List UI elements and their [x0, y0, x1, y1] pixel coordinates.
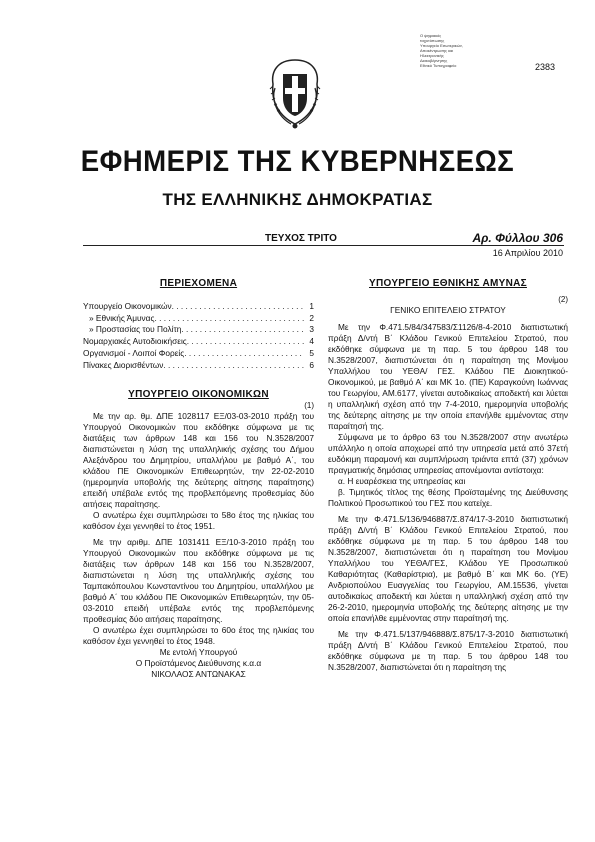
decision-paragraph: β. Τιμητικός τίτλος της θέσης Προϊσταμένης της Διεύθυνσης Πολιτικού Προσωπικού του ΓΕΣ που κατείχε. [328, 487, 568, 508]
sub-heading: ΓΕΝΙΚΟ ΕΠΙΤΕΛΕΙΟ ΣΤΡΑΤΟΥ [390, 305, 506, 315]
decision-paragraph: Ο ανωτέρω έχει συμπληρώσει το 58ο έτος της ηλικίας του καθόσον έχει γεννηθεί το έτος 1951. [83, 510, 314, 532]
ministry-heading: ΥΠΟΥΡΓΕΙΟ ΟΙΚΟΝΟΜΙΚΩΝ [128, 389, 269, 401]
stamp-line: ταχυτύπωσης [420, 38, 445, 43]
stamp-line: Αποκέντρωσης και [420, 48, 454, 53]
issue-date: 16 Απριλίου 2010 [492, 248, 563, 258]
decision-number: (1) [304, 401, 314, 411]
stamp-line: Διακυβέρνησης [420, 58, 448, 63]
decision-paragraph: Σύμφωνα με το άρθρο 63 του Ν.3528/2007 στην ανωτέρω υπάλληλο η οποία αποχωρεί από την υπηρεσία μετά από 37ετή ευδόκιμη παραμονή και συμπλήρωση τριάντα επτά (37) χρόνων πραγματικής δημόσιας υπηρεσίας απονέμονται αντίστοιχα: [328, 432, 568, 475]
issue-series: ΤΕΥΧΟΣ ΤΡΙΤΟ [265, 233, 337, 244]
decision-paragraph: Με την Φ.471.5/136/946887/Σ.874/17-3-2010 διαπιστωτική πράξη Δ/ντή Β΄ Κλάδου Γενικού Επιτελείου Στρατού, που εκδόθηκε σύμφωνα με τη παρ. 5 του άρθρου 148 του Ν.3528/2007, διαπιστώνεται ότι η παραίτηση του Μονίμου Υπαλλήλου του ΥΕΘΑ/ΓΕΣ, Κλάδου ΥΕ Προσωπικού Καθαριότητας (Καθαρίστρια), με βαθμό Β΄ και ΜΚ 6ο. (ΥΕ) Ανδριοπούλου Ευαγγελίας του Γεωργίου, ΑΜ.15536, γίνεται αυτοδικαίως αποδεκτή και λύεται η υπαλληλική σχέση από την 26-2-2010, ημερομηνία υποβολής της δεύτερης αίτησης με την οποία επανήλθε εμμένοντας στην παραίτησή της. [328, 514, 568, 623]
stamp-line: Εθνικό Τυπογραφείο [420, 63, 457, 68]
toc-row[interactable]: » Εθνικής Άμυνας . . . 2 [83, 313, 314, 325]
toc-row[interactable]: Υπουργείο Οικονομικών . . . 1 [83, 301, 314, 313]
right-column [328, 278, 568, 673]
toc-heading: ΠΕΡΙΕΧΟΜΕΝΑ [159, 278, 238, 289]
decision-paragraph: Ο ανωτέρω έχει συμπληρώσει το 60ο έτος της ηλικίας του καθόσον έχει γεννηθεί το έτος 1948. [83, 625, 314, 647]
signature-line: Ο Προϊστάμενος Διεύθυνσης κ.α.α [135, 658, 262, 669]
stamp-line: Ηλεκτρονικής [420, 53, 444, 58]
toc-row[interactable]: Οργανισμοί - Λοιποί Φορείς . . . 5 [83, 348, 314, 360]
signature-name: ΝΙΚΟΛΑΟΣ ΑΝΤΩΝΑΚΑΣ [151, 669, 246, 680]
digital-signature-stamp [420, 33, 508, 68]
decision-paragraph: Με την Φ.471.5/137/946888/Σ.875/17-3-2010 διαπιστωτική πράξη Δ/ντή Β΄ Κλάδου Γενικού Επιτελείου Στρατού, που εκδόθηκε σύμφωνα με τη παρ. 5 του άρθρου 148 του Ν.3528/2007, διαπιστώνεται ότι η παραίτηση της [328, 629, 568, 672]
header-rule [83, 245, 564, 246]
greek-coat-of-arms-icon [267, 58, 323, 139]
gazette-subtitle: ΤΗΣ ΕΛΛΗΝΙΚΗΣ ΔΗΜΟΚΡΑΤΙΑΣ [162, 190, 433, 209]
stamp-line: Υπουργείο Εσωτερικών, [420, 43, 463, 48]
decision-paragraph: α. Η ευαρέσκεια της υπηρεσίας και [338, 476, 466, 486]
decision-paragraph: Με την αρ. θμ. ΔΠΕ 1028117 ΕΞ/03-03-2010 πράξη του Υπουργού Οικονομικών που εκδόθηκε σύμφωνα με τις διατάξεις των άρθρων 148 και 156 του Ν.3528/2007 διαπιστώνεται η λύση της υπαλληλικής σχέσης του Δήμου Αλεξάνδρου του Δημητρίου, υπαλλήλου με βαθμό Α΄, του κλάδου ΠΕ Οικονομικών Επιθεωρητών, την 22-02-2010 (ημερομηνία υποβολής της δεύτερης αίτησης παραίτησης) επειδή υπέβαλε εντός της προβλεπόμενης προθεσμίας δύο αιτήσεις παραίτησης. [83, 411, 314, 510]
stamp-line: Ο ψηφιακός [420, 33, 442, 38]
decision-paragraph: Με την Φ.471.5/84/347583/Σ1126/8-4-2010 διαπιστωτική πράξη Δ/ντή Β΄ Κλάδου Γενικού Επιτελείου Στρατού, που εκδόθηκε σύμφωνα με τη παρ. 5 του άρθρου 148 του Ν.3528/2007, διαπιστώνεται ότι η παραίτηση της Μονίμου Υπαλλήλου του ΥΕΘΑ/ ΓΕΣ. Κλάδου ΠΕ Διοικητικού-Οικονομικού, με βαθμό Α΄ και ΜΚ 1ο. (ΠΕ) Καραγκούνη Ιωάννας του Γεωργίου, ΑΜ.6177, γίνεται αυτοδικαίως αποδεκτή και λύεται η υπαλληλική σχέση από την 7-4-2010, ημερομηνία υποβολής της δεύτερης αίτησης με την οποία επανήλθε εμμένοντας στην παραίτησή της. [328, 322, 568, 431]
page-number: 2383 [534, 62, 555, 72]
decision-paragraph: Με την αριθμ. ΔΠΕ 1031411 ΕΞ/10-3-2010 πράξη του Υπουργού Οικονομικών που εκδόθηκε σύμφωνα με τις διατάξεις των άρθρων 148 και 156 του Ν.3528/2007, διαπιστώνεται η λύση της υπαλληλικής σχέσης του Ταμπακόπουλου Κωνσταντίνου του Δημητρίου, υπαλλήλου με βαθμό Α΄ του κλάδου ΠΕ Οικονομικών Επιθεωρητών, την 05-03-2010 επειδή υπέβαλε εντός της προβλεπόμενης προθεσμίας δύο αιτήσεις παραίτησης. [83, 537, 314, 625]
issue-number: Αρ. Φύλλου 306 [472, 231, 563, 245]
decision-number: (2) [558, 295, 568, 304]
signature-line: Με εντολή Υπουργού [159, 647, 238, 658]
toc-row[interactable]: » Προστασίας του Πολίτη . . . 3 [83, 324, 314, 336]
toc-row[interactable]: Πίνακες Διορισθέντων . . . 6 [83, 360, 314, 372]
gazette-title: ΕΦΗΜΕΡΙΣ ΤΗΣ ΚΥΒΕΡΝΗΣΕΩΣ [80, 145, 515, 178]
toc-row[interactable]: Νομαρχιακές Αυτοδιοικήσεις . . . 4 [83, 336, 314, 348]
ministry-heading: ΥΠΟΥΡΓΕΙΟ ΕΘΝΙΚΗΣ ΑΜΥΝΑΣ [369, 278, 527, 289]
left-column [83, 278, 314, 680]
